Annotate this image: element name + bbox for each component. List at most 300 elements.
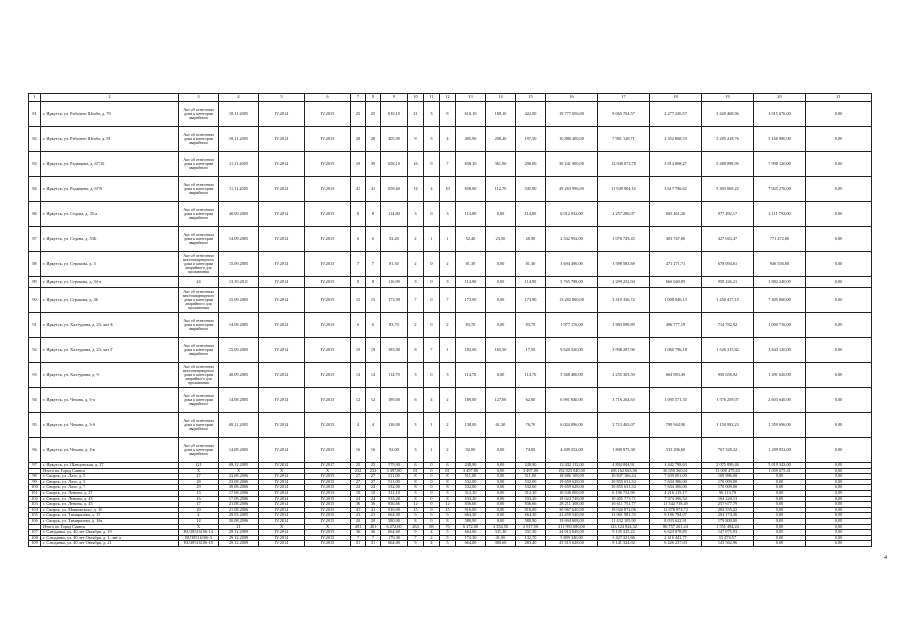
table-cell: 16 (408, 152, 424, 177)
table-cell: 1 442 798,63 (650, 463, 702, 469)
table-cell: 658,10 (456, 152, 486, 177)
table-cell: 1 808 975,38 (598, 438, 650, 463)
table-cell: 1 526 315,82 (702, 338, 754, 363)
table-cell: 24 (351, 496, 366, 502)
housing-resettlement-table (28, 93, 872, 547)
table-cell: 1 299 952,00 (754, 438, 806, 463)
table-cell: 6 (408, 463, 424, 469)
table-cell: 1 (424, 227, 440, 252)
table-cell: 0,00 (806, 177, 872, 202)
table-cell: 0,00 (486, 288, 516, 313)
column-number-cell: 5 (259, 94, 305, 102)
table-cell: 25 513 628,00 (546, 541, 598, 547)
table-cell: 916,00 (381, 507, 408, 513)
table-cell: IV.2015 (305, 313, 351, 338)
table-cell: 08.11.2005 (219, 413, 259, 438)
table-cell: 0,00 (486, 468, 516, 474)
table-cell: 3 915 676,00 (754, 102, 806, 127)
table-cell: 3 694 496,00 (546, 252, 598, 277)
table-cell: 296,00 (516, 152, 546, 177)
table-cell: 3 (408, 202, 424, 227)
table-cell: 16 611 751,77 (598, 502, 650, 508)
table-cell: 331,30 (516, 530, 546, 536)
table-cell: 0,00 (486, 277, 516, 288)
row-number-cell: 107 (29, 530, 41, 536)
table-cell: 331,30 (486, 530, 516, 536)
address-cell: г. Иркутск, ул. Чехова, д. 3-а (41, 388, 179, 413)
table-cell: IV.2015 (305, 288, 351, 313)
table-cell: 36 (351, 530, 366, 536)
table-cell: 7 (440, 288, 456, 313)
column-number-cell: 21 (806, 94, 872, 102)
table-cell: IV.2014 (259, 338, 305, 363)
table-cell: 170 009,00 (702, 479, 754, 485)
table-cell: 13 008 479,43 (702, 468, 754, 474)
table-cell: 5 493 069,22 (702, 177, 754, 202)
table-cell: 0 (424, 490, 440, 496)
table-cell: 6 (408, 388, 424, 413)
table-cell: 916,00 (516, 507, 546, 513)
table-cell: IV.2014 (259, 363, 305, 388)
column-number-cell: 7 (351, 94, 366, 102)
address-cell: г. Иркутск, ул. Чехова, д. 4-в (41, 438, 179, 463)
table-cell: IV.2015 (305, 252, 351, 277)
table-cell: 1 095 571,35 (650, 388, 702, 413)
table-cell: 8 (351, 277, 366, 288)
table-cell: 2 075 890,46 (702, 463, 754, 469)
table-cell: 36 (351, 502, 366, 508)
table-cell: 15.09.2005 (219, 338, 259, 363)
table-cell: 30 241 900,00 (546, 152, 598, 177)
table-cell: 0,00 (486, 202, 516, 227)
table-cell: 6 (351, 227, 366, 252)
table-cell: 0,00 (806, 490, 872, 496)
table-cell: Акт об отнесении дома к категории аварийного (179, 438, 219, 463)
address-cell: г. Свирск, ул. Лазо, д. 5 (41, 474, 179, 480)
table-cell: 17 (179, 502, 219, 508)
table-cell: 8 033 622,91 (650, 518, 702, 524)
table-cell: 179,30 (381, 535, 408, 541)
table-cell: 6 (366, 227, 381, 252)
table-cell: 8 (366, 277, 381, 288)
table-row (29, 102, 872, 127)
table-cell: 0,00 (806, 227, 872, 252)
table-cell: 545,90 (516, 177, 546, 202)
table-cell: 2 (408, 252, 424, 277)
table-cell: 8 (408, 496, 424, 502)
table-cell: 8 (440, 102, 456, 127)
table-cell: 15 (408, 507, 424, 513)
table-cell: 189,00 (381, 388, 408, 413)
table-cell: 2 917,50 (516, 524, 546, 530)
address-cell: г. Иркутск, ул. Халтурина, д. 23, лит Б (41, 313, 179, 338)
table-cell: 0 (424, 507, 440, 513)
table-cell: 7 639 001,00 (650, 474, 702, 480)
table-cell: 3 643 120,00 (754, 338, 806, 363)
table-cell: 2 (440, 388, 456, 413)
table-cell: 24 (366, 485, 381, 491)
table-cell: 0,00 (754, 518, 806, 524)
table-cell: 4 216 115,17 (650, 490, 702, 496)
table-cell: 665 461,26 (650, 202, 702, 227)
address-cell: г. Иркутск, ул. Рабочего Штаба, д. 79 (41, 102, 179, 127)
table-cell: 836,66 (381, 502, 408, 508)
table-cell: 9 (440, 513, 456, 519)
table-row (29, 127, 872, 152)
table-cell: 29.03.2005 (219, 513, 259, 519)
table-cell: IV.2014 (259, 277, 305, 288)
address-cell: г. Иркутск, ул. Строкова, д. 3 (41, 252, 179, 277)
table-cell: 28,90 (516, 227, 546, 252)
table-cell: X (259, 468, 305, 474)
table-cell: 0 (424, 502, 440, 508)
table-cell: 0,00 (486, 363, 516, 388)
table-cell: 0 (424, 252, 440, 277)
table-cell: 0 (424, 496, 440, 502)
table-cell: 401 (366, 524, 381, 530)
row-number-cell: 84 (29, 177, 41, 202)
column-number-cell: 8 (366, 94, 381, 102)
table-cell: 62,00 (516, 388, 546, 413)
column-number-cell: 9 (381, 94, 408, 102)
address-cell: г. Слюдянка, ул. 40 лет Октября, д. 19 (41, 530, 179, 536)
table-cell: 39 (351, 152, 366, 177)
table-cell: 9 (408, 127, 424, 152)
table-cell: 132,70 (516, 535, 546, 541)
table-cell: 173,90 (456, 288, 486, 313)
table-cell: 533,20 (516, 496, 546, 502)
table-cell: 4 (179, 513, 219, 519)
table-cell: 2 (408, 227, 424, 252)
table-cell: IV.2015 (305, 127, 351, 152)
table-cell: 4 (351, 413, 366, 438)
row-number-cell: 100 (29, 485, 41, 491)
table-cell: 12 (366, 388, 381, 413)
table-cell: 18.11.2005 (219, 102, 259, 127)
table-cell: 165,50 (486, 338, 516, 363)
table-cell: IV.2014 (259, 463, 305, 469)
table-cell: 179 800,00 (702, 518, 754, 524)
table-cell: 5 (424, 102, 440, 127)
table-cell: 0,00 (754, 479, 806, 485)
table-row (29, 288, 872, 313)
table-cell: 2 277 226,57 (650, 102, 702, 127)
table-cell: 19 659 628,00 (546, 479, 598, 485)
table-cell: 1 882 240,00 (754, 277, 806, 288)
row-number-cell: 105 (29, 513, 41, 519)
table-cell: 1 551 494,24 (702, 524, 754, 530)
table-cell: 1 491 620,00 (754, 363, 806, 388)
table-cell: 21.08.2006 (219, 502, 259, 508)
table-cell: 8 (408, 474, 424, 480)
table-cell: 25 (351, 102, 366, 127)
table-cell: 112,70 (486, 177, 516, 202)
table-cell: 2 (440, 438, 456, 463)
table-cell: 76,70 (516, 413, 546, 438)
table-cell: 2 255 303,59 (598, 363, 650, 388)
table-cell: 0,00 (806, 507, 872, 513)
table-cell: 0,00 (754, 530, 806, 536)
table-cell: 405,90 (381, 127, 408, 152)
column-number-row (29, 94, 872, 102)
table-cell: 5 (408, 490, 424, 496)
table-cell: 10 (366, 490, 381, 496)
table-cell: 40.09.2005 (219, 202, 259, 227)
address-cell: г. Слюдянка, ул. 40 лет Октября, д. 1, лит а (41, 535, 179, 541)
table-cell: 610,10 (456, 102, 486, 127)
table-cell: 14 (366, 363, 381, 388)
table-cell: 15 (440, 507, 456, 513)
table-cell: 29.12.2009 (219, 530, 259, 536)
column-number-cell: 14 (486, 94, 516, 102)
table-cell: 108 162 063,96 (598, 468, 650, 474)
table-cell: 532,00 (516, 485, 546, 491)
table-cell: 7 (408, 288, 424, 313)
table-cell: 7 (424, 338, 440, 363)
table-cell: 7 998 120,00 (754, 152, 806, 177)
table-cell: IV.2014 (259, 288, 305, 313)
table-cell: 9 620 320,00 (546, 338, 598, 363)
table-cell: Акт об отнесении многоквартирного дома к категории аварийного для проживания (179, 288, 219, 313)
table-cell: 3 419 356,72 (598, 288, 650, 313)
table-cell: 18.11.2005 (219, 127, 259, 152)
table-cell: IV.2015 (305, 227, 351, 252)
table-cell: 6 012 032,00 (546, 202, 598, 227)
row-number-cell: 98 (29, 474, 41, 480)
table-cell: 9 186 784,07 (650, 513, 702, 519)
table-cell: 9 (408, 530, 424, 536)
row-number-cell: 90 (29, 288, 41, 313)
table-cell: 836,66 (456, 502, 486, 508)
table-cell: 0 (424, 518, 440, 524)
table-cell: 5 166 980,00 (754, 127, 806, 152)
table-cell: 12 678 074,72 (650, 507, 702, 513)
table-cell: 174,30 (456, 535, 486, 541)
address-cell: г. Свирск, ул. Лазо, д. 7 (41, 485, 179, 491)
table-cell: 664,30 (456, 513, 486, 519)
table-cell: 0 (424, 363, 440, 388)
table-cell: 3 354,50 (486, 524, 516, 530)
table-body (29, 94, 872, 547)
table-cell: 3 497,80 (456, 468, 486, 474)
table-cell: 511,00 (516, 474, 546, 480)
table-cell: Акт об отнесении дома к категории аварийного (179, 313, 219, 338)
table-cell: 28 211 308,00 (546, 502, 598, 508)
table-cell: 0 (424, 485, 440, 491)
table-cell: IV.2014 (259, 202, 305, 227)
table-cell: 5 (424, 127, 440, 152)
table-cell: 232 (366, 468, 381, 474)
table-cell: 1 359 696,00 (754, 413, 806, 438)
column-number-cell: 1 (29, 94, 41, 102)
table-cell: 4 (424, 177, 440, 202)
table-cell: 6 (440, 463, 456, 469)
table-cell: 9 141 324,02 (598, 541, 650, 547)
table-cell: 31 (366, 541, 381, 547)
row-number-cell: 108 (29, 535, 41, 541)
table-cell: 5 (440, 530, 456, 536)
table-cell: 83,70 (456, 313, 486, 338)
table-cell: 533,20 (456, 496, 486, 502)
table-cell: 61,30 (486, 413, 516, 438)
column-number-cell: 10 (408, 94, 424, 102)
table-cell: X (305, 468, 351, 474)
table-cell: 405,90 (456, 127, 486, 152)
table-cell: 36 (366, 502, 381, 508)
table-cell: 0,00 (806, 313, 872, 338)
table-cell: 0 (424, 202, 440, 227)
table-cell: 192 023 040,00 (546, 468, 598, 474)
column-number-cell: 20 (754, 94, 806, 102)
table-cell: 22 459 540,00 (546, 513, 598, 519)
table-cell: 41 (366, 177, 381, 202)
table-cell: Акт об отнесении дома к категории аварийного (179, 338, 219, 363)
row-number-cell: 104 (29, 507, 41, 513)
address-cell: г. Свирск, ул. Ленина, д. 27 (41, 490, 179, 496)
table-cell: 16 (366, 438, 381, 463)
table-cell: 1 576 259,07 (702, 388, 754, 413)
table-cell: IV.2014 (259, 535, 305, 541)
table-cell: IV.2015 (305, 479, 351, 485)
table-cell: 0,00 (486, 252, 516, 277)
table-cell: 532,00 (456, 485, 486, 491)
table-cell: IV.2015 (305, 518, 351, 524)
table-cell: 2 257 286,07 (598, 202, 650, 227)
table-cell: 7 (440, 152, 456, 177)
table-cell: 3 716 264,63 (598, 388, 650, 413)
table-cell: 14.08.2005 (219, 438, 259, 463)
table-cell: 211 993 680,00 (546, 524, 598, 530)
table-cell: 283,40 (516, 541, 546, 547)
row-number-cell: 109 (29, 541, 41, 547)
address-cell: г. Слюдянка, ул. 40 лет Октября, д. 21 (41, 541, 179, 547)
table-cell: 197,50 (516, 127, 546, 152)
row-number-cell: 99 (29, 479, 41, 485)
table-cell: 86 757 261,44 (650, 524, 702, 530)
table-cell: 958 226,21 (702, 277, 754, 288)
table-cell: 13.10.2011 (219, 277, 259, 288)
table-cell: 5 019 343,00 (754, 463, 806, 469)
row-number-cell: 91 (29, 313, 41, 338)
table-cell: 8 (440, 496, 456, 502)
column-number-cell: 16 (546, 94, 598, 102)
table-cell: 3 998 287,96 (598, 338, 650, 363)
table-cell: 282 335,22 (702, 507, 754, 513)
table-cell: 0,00 (486, 313, 516, 338)
table-cell: 284 (408, 524, 424, 530)
table-cell: 4 (366, 413, 381, 438)
table-cell: 580,90 (381, 518, 408, 524)
table-cell: 20 (351, 518, 366, 524)
table-cell: 532,00 (456, 479, 486, 485)
table-cell: 7 (366, 535, 381, 541)
table-cell: IV.2015 (305, 388, 351, 413)
table-cell: 2 111 792,00 (754, 202, 806, 227)
column-number-cell: 11 (424, 94, 440, 102)
table-cell: 10 405 773,71 (598, 496, 650, 502)
table-cell: 5 809 340,00 (546, 535, 598, 541)
table-cell: 96 113,78 (702, 490, 754, 496)
table-row (29, 541, 872, 547)
table-cell: 204 174,36 (702, 513, 754, 519)
table-cell: IV.2014 (259, 438, 305, 463)
table-cell: Акт об отнесении дома к категории аварийного (179, 413, 219, 438)
table-cell: 3 (408, 413, 424, 438)
table-cell: 29 (179, 485, 219, 491)
table-cell: 25 (351, 463, 366, 469)
table-cell: Акт об отнесении многоквартирного дома к категории аварийного для проживания (179, 252, 219, 277)
table-cell: 169 986,00 (702, 474, 754, 480)
table-cell: 15 (351, 288, 366, 313)
table-cell: 6 991 840,00 (546, 388, 598, 413)
address-cell: Итого по Город Саянск (41, 468, 179, 474)
table-row (29, 363, 872, 388)
table-cell: 3 (440, 363, 456, 388)
table-row (29, 202, 872, 227)
table-cell: 0,00 (806, 438, 872, 463)
row-number-cell: 102 (29, 496, 41, 502)
table-cell: Акт об отнесении дома к категории аварийного (179, 152, 219, 177)
table-cell: 114,70 (456, 363, 486, 388)
table-row (29, 277, 872, 288)
table-cell: 81 (440, 468, 456, 474)
table-cell: RU38516106-3 (179, 535, 219, 541)
table-cell: 1 883 099,89 (598, 313, 650, 338)
table-cell: IV.2014 (259, 541, 305, 547)
address-cell: г. Иркутск, ул. Строкова, д. 36 (41, 288, 179, 313)
table-cell: 3 (408, 277, 424, 288)
table-cell: 41,00 (486, 535, 516, 541)
table-cell: 19 (351, 338, 366, 363)
table-cell: 0,00 (806, 152, 872, 177)
table-cell: 4 (424, 530, 440, 536)
table-cell: 532,00 (516, 479, 546, 485)
table-cell: 5 765 788,00 (546, 277, 598, 288)
table-cell: 714 782,92 (702, 313, 754, 338)
table-cell: 3 (408, 363, 424, 388)
table-cell: 11 342 718,49 (650, 502, 702, 508)
table-cell: 4 894 004,91 (598, 463, 650, 469)
table-cell: 12 (351, 388, 366, 413)
table-cell: 8 (408, 485, 424, 491)
table-cell: 5 (440, 535, 456, 541)
table-cell: 0 (424, 277, 440, 288)
table-cell: 208,40 (486, 127, 516, 152)
table-cell: IV.2015 (305, 202, 351, 227)
table-cell: IV.2015 (305, 474, 351, 480)
table-cell: 664 883,49 (650, 363, 702, 388)
table-cell: 14.08.2005 (219, 388, 259, 413)
table-cell: 81,30 (381, 252, 408, 277)
table-cell: 19 777 056,00 (546, 102, 598, 127)
row-number-cell: 86 (29, 202, 41, 227)
table-cell: IV.2014 (259, 518, 305, 524)
address-cell: г. Иркутск, ул. Седова, д. 53Б (41, 227, 179, 252)
table-cell: IV.2014 (259, 252, 305, 277)
table-cell: Акт об отнесении многоквартирного дома к категории аварийного для проживания (179, 363, 219, 388)
table-cell: 143 562,96 (702, 541, 754, 547)
table-cell: 658,60 (456, 177, 486, 202)
table-cell: 0,00 (806, 277, 872, 288)
table-cell: 8 (408, 338, 424, 363)
table-cell: 0,00 (486, 518, 516, 524)
table-cell: Акт об отнесении дома к категории аварийного (179, 127, 219, 152)
table-cell: 123 124 924,32 (598, 524, 650, 530)
table-cell: 0,00 (806, 468, 872, 474)
table-cell: IV.2014 (259, 530, 305, 536)
table-cell: 0 (424, 463, 440, 469)
table-row (29, 227, 872, 252)
